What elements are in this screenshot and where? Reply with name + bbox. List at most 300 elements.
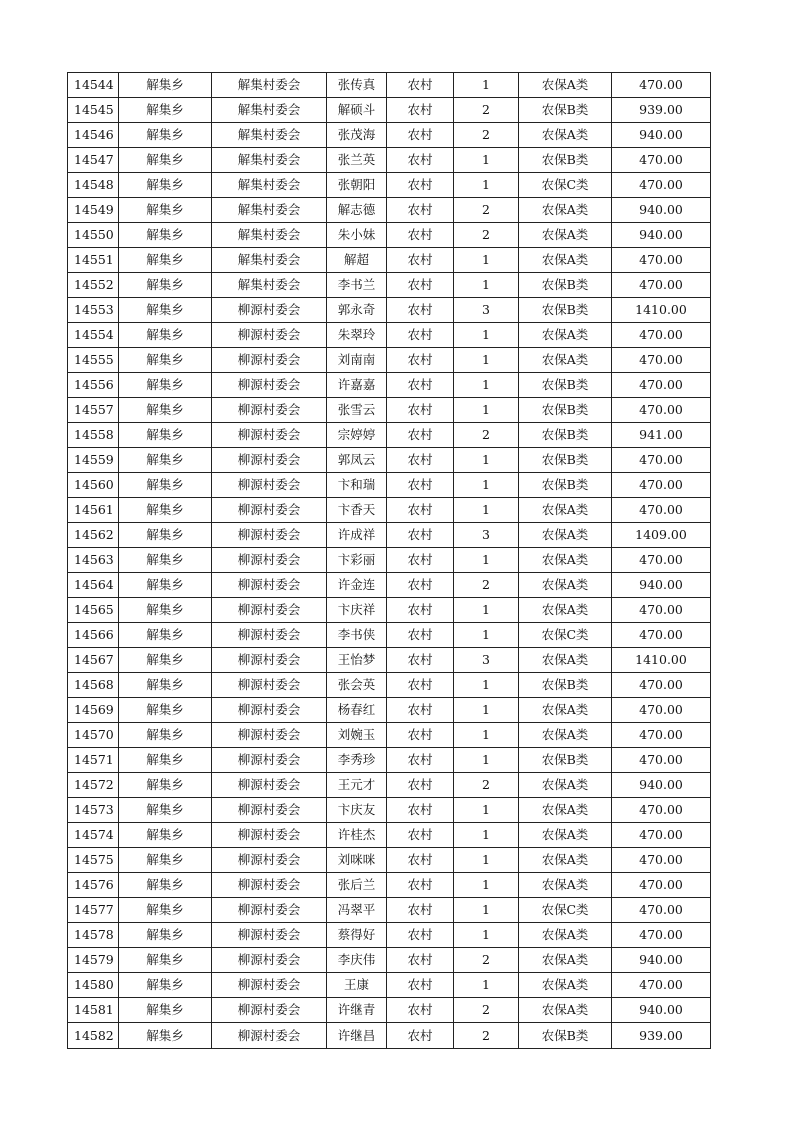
insurance-category-cell: 农保A类 xyxy=(519,198,612,223)
name-cell: 许嘉嘉 xyxy=(327,373,387,398)
household-count-cell: 1 xyxy=(454,273,519,298)
insurance-category-cell: 农保A类 xyxy=(519,73,612,98)
insurance-category-cell: 农保A类 xyxy=(519,773,612,798)
village-committee-cell: 柳源村委会 xyxy=(212,473,327,498)
area-type-cell: 农村 xyxy=(387,673,454,698)
household-count-cell: 2 xyxy=(454,948,519,973)
village-committee-cell: 解集村委会 xyxy=(212,273,327,298)
area-type-cell: 农村 xyxy=(387,773,454,798)
table-row xyxy=(68,98,711,123)
township-cell: 解集乡 xyxy=(119,998,212,1023)
area-type-cell: 农村 xyxy=(387,648,454,673)
village-committee-cell: 柳源村委会 xyxy=(212,998,327,1023)
record-id-cell: 14544 xyxy=(68,73,119,98)
insurance-category-cell: 农保A类 xyxy=(519,323,612,348)
amount-cell: 940.00 xyxy=(612,773,711,798)
amount-cell: 470.00 xyxy=(612,848,711,873)
area-type-cell: 农村 xyxy=(387,548,454,573)
name-cell: 卞彩丽 xyxy=(327,548,387,573)
household-count-cell: 1 xyxy=(454,848,519,873)
insurance-category-cell: 农保A类 xyxy=(519,723,612,748)
township-cell: 解集乡 xyxy=(119,273,212,298)
amount-cell: 470.00 xyxy=(612,623,711,648)
amount-cell: 470.00 xyxy=(612,248,711,273)
township-cell: 解集乡 xyxy=(119,623,212,648)
township-cell: 解集乡 xyxy=(119,248,212,273)
record-id-cell: 14572 xyxy=(68,773,119,798)
insurance-category-cell: 农保A类 xyxy=(519,348,612,373)
village-committee-cell: 柳源村委会 xyxy=(212,673,327,698)
insurance-category-cell: 农保B类 xyxy=(519,273,612,298)
name-cell: 郭永奇 xyxy=(327,298,387,323)
name-cell: 许继昌 xyxy=(327,1023,387,1049)
amount-cell: 941.00 xyxy=(612,423,711,448)
table-row xyxy=(68,948,711,973)
township-cell: 解集乡 xyxy=(119,723,212,748)
name-cell: 朱小妹 xyxy=(327,223,387,248)
household-count-cell: 2 xyxy=(454,573,519,598)
name-cell: 卞庆祥 xyxy=(327,598,387,623)
household-count-cell: 1 xyxy=(454,498,519,523)
record-id-cell: 14560 xyxy=(68,473,119,498)
record-id-cell: 14574 xyxy=(68,823,119,848)
table-row xyxy=(68,1023,711,1049)
area-type-cell: 农村 xyxy=(387,923,454,948)
household-count-cell: 1 xyxy=(454,748,519,773)
name-cell: 刘咪咪 xyxy=(327,848,387,873)
record-id-cell: 14570 xyxy=(68,723,119,748)
insurance-category-cell: 农保A类 xyxy=(519,848,612,873)
insurance-category-cell: 农保A类 xyxy=(519,573,612,598)
household-count-cell: 1 xyxy=(454,623,519,648)
area-type-cell: 农村 xyxy=(387,448,454,473)
record-id-cell: 14582 xyxy=(68,1023,119,1049)
table-row xyxy=(68,448,711,473)
village-committee-cell: 柳源村委会 xyxy=(212,823,327,848)
township-cell: 解集乡 xyxy=(119,298,212,323)
insurance-category-cell: 农保A类 xyxy=(519,823,612,848)
household-count-cell: 3 xyxy=(454,298,519,323)
record-id-cell: 14556 xyxy=(68,373,119,398)
amount-cell: 470.00 xyxy=(612,548,711,573)
household-count-cell: 2 xyxy=(454,773,519,798)
amount-cell: 939.00 xyxy=(612,98,711,123)
area-type-cell: 农村 xyxy=(387,898,454,923)
name-cell: 李书侠 xyxy=(327,623,387,648)
area-type-cell: 农村 xyxy=(387,198,454,223)
amount-cell: 470.00 xyxy=(612,973,711,998)
household-count-cell: 1 xyxy=(454,548,519,573)
township-cell: 解集乡 xyxy=(119,398,212,423)
insurance-category-cell: 农保C类 xyxy=(519,623,612,648)
township-cell: 解集乡 xyxy=(119,648,212,673)
township-cell: 解集乡 xyxy=(119,1023,212,1049)
name-cell: 解志德 xyxy=(327,198,387,223)
insurance-category-cell: 农保A类 xyxy=(519,523,612,548)
name-cell: 张朝阳 xyxy=(327,173,387,198)
record-id-cell: 14548 xyxy=(68,173,119,198)
village-committee-cell: 柳源村委会 xyxy=(212,873,327,898)
table-row xyxy=(68,848,711,873)
area-type-cell: 农村 xyxy=(387,723,454,748)
insurance-category-cell: 农保A类 xyxy=(519,998,612,1023)
amount-cell: 470.00 xyxy=(612,173,711,198)
record-id-cell: 14578 xyxy=(68,923,119,948)
village-committee-cell: 柳源村委会 xyxy=(212,898,327,923)
township-cell: 解集乡 xyxy=(119,523,212,548)
record-id-cell: 14562 xyxy=(68,523,119,548)
insurance-category-cell: 农保A类 xyxy=(519,498,612,523)
area-type-cell: 农村 xyxy=(387,523,454,548)
name-cell: 蔡得好 xyxy=(327,923,387,948)
name-cell: 朱翠玲 xyxy=(327,323,387,348)
township-cell: 解集乡 xyxy=(119,573,212,598)
household-count-cell: 1 xyxy=(454,723,519,748)
township-cell: 解集乡 xyxy=(119,98,212,123)
township-cell: 解集乡 xyxy=(119,148,212,173)
table-row xyxy=(68,473,711,498)
table-row xyxy=(68,898,711,923)
table-row xyxy=(68,598,711,623)
amount-cell: 470.00 xyxy=(612,723,711,748)
household-count-cell: 1 xyxy=(454,448,519,473)
insurance-category-cell: 农保A类 xyxy=(519,698,612,723)
village-committee-cell: 柳源村委会 xyxy=(212,948,327,973)
amount-cell: 470.00 xyxy=(612,673,711,698)
area-type-cell: 农村 xyxy=(387,873,454,898)
insurance-category-cell: 农保A类 xyxy=(519,123,612,148)
village-committee-cell: 柳源村委会 xyxy=(212,923,327,948)
amount-cell: 1409.00 xyxy=(612,523,711,548)
area-type-cell: 农村 xyxy=(387,173,454,198)
table-row xyxy=(68,73,711,98)
name-cell: 王怡梦 xyxy=(327,648,387,673)
township-cell: 解集乡 xyxy=(119,973,212,998)
area-type-cell: 农村 xyxy=(387,1023,454,1049)
township-cell: 解集乡 xyxy=(119,73,212,98)
name-cell: 卞和瑞 xyxy=(327,473,387,498)
area-type-cell: 农村 xyxy=(387,98,454,123)
area-type-cell: 农村 xyxy=(387,273,454,298)
village-committee-cell: 柳源村委会 xyxy=(212,848,327,873)
name-cell: 许桂杰 xyxy=(327,823,387,848)
amount-cell: 1410.00 xyxy=(612,298,711,323)
name-cell: 解超 xyxy=(327,248,387,273)
amount-cell: 470.00 xyxy=(612,473,711,498)
record-id-cell: 14555 xyxy=(68,348,119,373)
village-committee-cell: 解集村委会 xyxy=(212,248,327,273)
household-count-cell: 1 xyxy=(454,598,519,623)
household-count-cell: 1 xyxy=(454,898,519,923)
table-row xyxy=(68,823,711,848)
name-cell: 杨春红 xyxy=(327,698,387,723)
household-count-cell: 1 xyxy=(454,473,519,498)
amount-cell: 470.00 xyxy=(612,873,711,898)
table-row xyxy=(68,373,711,398)
record-id-cell: 14581 xyxy=(68,998,119,1023)
name-cell: 宗婷婷 xyxy=(327,423,387,448)
village-committee-cell: 柳源村委会 xyxy=(212,598,327,623)
table-row xyxy=(68,773,711,798)
township-cell: 解集乡 xyxy=(119,748,212,773)
area-type-cell: 农村 xyxy=(387,998,454,1023)
household-count-cell: 1 xyxy=(454,798,519,823)
village-committee-cell: 柳源村委会 xyxy=(212,448,327,473)
table-row xyxy=(68,123,711,148)
table-row xyxy=(68,698,711,723)
amount-cell: 940.00 xyxy=(612,198,711,223)
village-committee-cell: 解集村委会 xyxy=(212,173,327,198)
record-id-cell: 14553 xyxy=(68,298,119,323)
household-count-cell: 1 xyxy=(454,248,519,273)
village-committee-cell: 柳源村委会 xyxy=(212,773,327,798)
area-type-cell: 农村 xyxy=(387,823,454,848)
record-id-cell: 14575 xyxy=(68,848,119,873)
amount-cell: 470.00 xyxy=(612,898,711,923)
insurance-category-cell: 农保A类 xyxy=(519,948,612,973)
village-committee-cell: 解集村委会 xyxy=(212,123,327,148)
township-cell: 解集乡 xyxy=(119,323,212,348)
area-type-cell: 农村 xyxy=(387,298,454,323)
record-id-cell: 14550 xyxy=(68,223,119,248)
insurance-category-cell: 农保A类 xyxy=(519,923,612,948)
township-cell: 解集乡 xyxy=(119,548,212,573)
village-committee-cell: 解集村委会 xyxy=(212,223,327,248)
amount-cell: 940.00 xyxy=(612,948,711,973)
name-cell: 李秀珍 xyxy=(327,748,387,773)
insurance-category-cell: 农保A类 xyxy=(519,598,612,623)
household-count-cell: 1 xyxy=(454,923,519,948)
record-id-cell: 14579 xyxy=(68,948,119,973)
household-count-cell: 1 xyxy=(454,348,519,373)
table-row xyxy=(68,248,711,273)
area-type-cell: 农村 xyxy=(387,148,454,173)
amount-cell: 470.00 xyxy=(612,73,711,98)
village-committee-cell: 柳源村委会 xyxy=(212,623,327,648)
township-cell: 解集乡 xyxy=(119,348,212,373)
township-cell: 解集乡 xyxy=(119,823,212,848)
township-cell: 解集乡 xyxy=(119,423,212,448)
amount-cell: 470.00 xyxy=(612,373,711,398)
village-committee-cell: 解集村委会 xyxy=(212,98,327,123)
amount-cell: 470.00 xyxy=(612,148,711,173)
amount-cell: 1410.00 xyxy=(612,648,711,673)
record-id-cell: 14549 xyxy=(68,198,119,223)
household-count-cell: 1 xyxy=(454,373,519,398)
table-body xyxy=(68,73,711,1049)
village-committee-cell: 柳源村委会 xyxy=(212,573,327,598)
township-cell: 解集乡 xyxy=(119,898,212,923)
household-count-cell: 2 xyxy=(454,198,519,223)
area-type-cell: 农村 xyxy=(387,248,454,273)
table-row xyxy=(68,973,711,998)
amount-cell: 470.00 xyxy=(612,798,711,823)
table-row xyxy=(68,423,711,448)
table-row xyxy=(68,873,711,898)
township-cell: 解集乡 xyxy=(119,698,212,723)
area-type-cell: 农村 xyxy=(387,123,454,148)
amount-cell: 940.00 xyxy=(612,998,711,1023)
record-id-cell: 14573 xyxy=(68,798,119,823)
table-row xyxy=(68,223,711,248)
household-count-cell: 1 xyxy=(454,323,519,348)
area-type-cell: 农村 xyxy=(387,698,454,723)
insurance-category-cell: 农保B类 xyxy=(519,398,612,423)
household-count-cell: 3 xyxy=(454,523,519,548)
area-type-cell: 农村 xyxy=(387,798,454,823)
record-id-cell: 14546 xyxy=(68,123,119,148)
amount-cell: 940.00 xyxy=(612,223,711,248)
village-committee-cell: 柳源村委会 xyxy=(212,373,327,398)
village-committee-cell: 柳源村委会 xyxy=(212,498,327,523)
household-count-cell: 2 xyxy=(454,1023,519,1049)
village-committee-cell: 柳源村委会 xyxy=(212,298,327,323)
township-cell: 解集乡 xyxy=(119,473,212,498)
record-id-cell: 14576 xyxy=(68,873,119,898)
name-cell: 解硕斗 xyxy=(327,98,387,123)
village-committee-cell: 柳源村委会 xyxy=(212,1023,327,1049)
village-committee-cell: 柳源村委会 xyxy=(212,648,327,673)
household-count-cell: 3 xyxy=(454,648,519,673)
record-id-cell: 14561 xyxy=(68,498,119,523)
area-type-cell: 农村 xyxy=(387,973,454,998)
name-cell: 刘婉玉 xyxy=(327,723,387,748)
name-cell: 李庆伟 xyxy=(327,948,387,973)
record-id-cell: 14558 xyxy=(68,423,119,448)
record-id-cell: 14552 xyxy=(68,273,119,298)
household-count-cell: 1 xyxy=(454,73,519,98)
area-type-cell: 农村 xyxy=(387,423,454,448)
amount-cell: 470.00 xyxy=(612,923,711,948)
township-cell: 解集乡 xyxy=(119,598,212,623)
table-row xyxy=(68,148,711,173)
township-cell: 解集乡 xyxy=(119,223,212,248)
name-cell: 卞庆友 xyxy=(327,798,387,823)
record-id-cell: 14569 xyxy=(68,698,119,723)
township-cell: 解集乡 xyxy=(119,948,212,973)
area-type-cell: 农村 xyxy=(387,848,454,873)
table-row xyxy=(68,748,711,773)
name-cell: 张雪云 xyxy=(327,398,387,423)
table-row xyxy=(68,398,711,423)
name-cell: 张传真 xyxy=(327,73,387,98)
township-cell: 解集乡 xyxy=(119,798,212,823)
area-type-cell: 农村 xyxy=(387,323,454,348)
household-count-cell: 1 xyxy=(454,173,519,198)
insurance-category-cell: 农保B类 xyxy=(519,98,612,123)
table-row xyxy=(68,273,711,298)
name-cell: 许成祥 xyxy=(327,523,387,548)
table-row xyxy=(68,323,711,348)
insurance-category-cell: 农保B类 xyxy=(519,298,612,323)
name-cell: 许金连 xyxy=(327,573,387,598)
table-row xyxy=(68,923,711,948)
beneficiary-table xyxy=(67,72,711,1049)
township-cell: 解集乡 xyxy=(119,673,212,698)
table-row xyxy=(68,998,711,1023)
village-committee-cell: 柳源村委会 xyxy=(212,798,327,823)
village-committee-cell: 柳源村委会 xyxy=(212,398,327,423)
record-id-cell: 14566 xyxy=(68,623,119,648)
household-count-cell: 2 xyxy=(454,998,519,1023)
area-type-cell: 农村 xyxy=(387,223,454,248)
name-cell: 郭凤云 xyxy=(327,448,387,473)
amount-cell: 470.00 xyxy=(612,348,711,373)
household-count-cell: 1 xyxy=(454,148,519,173)
record-id-cell: 14567 xyxy=(68,648,119,673)
township-cell: 解集乡 xyxy=(119,173,212,198)
township-cell: 解集乡 xyxy=(119,773,212,798)
village-committee-cell: 柳源村委会 xyxy=(212,348,327,373)
amount-cell: 939.00 xyxy=(612,1023,711,1049)
table-row xyxy=(68,648,711,673)
area-type-cell: 农村 xyxy=(387,948,454,973)
insurance-category-cell: 农保A类 xyxy=(519,973,612,998)
name-cell: 刘南南 xyxy=(327,348,387,373)
area-type-cell: 农村 xyxy=(387,573,454,598)
household-count-cell: 1 xyxy=(454,823,519,848)
amount-cell: 940.00 xyxy=(612,123,711,148)
table-row xyxy=(68,498,711,523)
record-id-cell: 14565 xyxy=(68,598,119,623)
insurance-category-cell: 农保B类 xyxy=(519,673,612,698)
village-committee-cell: 柳源村委会 xyxy=(212,423,327,448)
insurance-category-cell: 农保A类 xyxy=(519,873,612,898)
amount-cell: 470.00 xyxy=(612,498,711,523)
record-id-cell: 14564 xyxy=(68,573,119,598)
amount-cell: 470.00 xyxy=(612,598,711,623)
insurance-category-cell: 农保A类 xyxy=(519,648,612,673)
table-row xyxy=(68,348,711,373)
amount-cell: 940.00 xyxy=(612,573,711,598)
village-committee-cell: 柳源村委会 xyxy=(212,723,327,748)
table-row xyxy=(68,798,711,823)
household-count-cell: 2 xyxy=(454,123,519,148)
insurance-category-cell: 农保A类 xyxy=(519,248,612,273)
name-cell: 卞香天 xyxy=(327,498,387,523)
insurance-category-cell: 农保A类 xyxy=(519,223,612,248)
table-row xyxy=(68,298,711,323)
area-type-cell: 农村 xyxy=(387,473,454,498)
area-type-cell: 农村 xyxy=(387,748,454,773)
household-count-cell: 2 xyxy=(454,223,519,248)
insurance-category-cell: 农保A类 xyxy=(519,548,612,573)
record-id-cell: 14571 xyxy=(68,748,119,773)
household-count-cell: 1 xyxy=(454,873,519,898)
insurance-category-cell: 农保B类 xyxy=(519,373,612,398)
name-cell: 张后兰 xyxy=(327,873,387,898)
table-row xyxy=(68,173,711,198)
amount-cell: 470.00 xyxy=(612,398,711,423)
township-cell: 解集乡 xyxy=(119,923,212,948)
insurance-category-cell: 农保C类 xyxy=(519,173,612,198)
amount-cell: 470.00 xyxy=(612,748,711,773)
village-committee-cell: 柳源村委会 xyxy=(212,323,327,348)
record-id-cell: 14554 xyxy=(68,323,119,348)
village-committee-cell: 柳源村委会 xyxy=(212,523,327,548)
table-row xyxy=(68,723,711,748)
village-committee-cell: 解集村委会 xyxy=(212,73,327,98)
record-id-cell: 14577 xyxy=(68,898,119,923)
insurance-category-cell: 农保A类 xyxy=(519,798,612,823)
insurance-category-cell: 农保B类 xyxy=(519,148,612,173)
name-cell: 张会英 xyxy=(327,673,387,698)
name-cell: 王元才 xyxy=(327,773,387,798)
village-committee-cell: 柳源村委会 xyxy=(212,973,327,998)
area-type-cell: 农村 xyxy=(387,398,454,423)
record-id-cell: 14547 xyxy=(68,148,119,173)
township-cell: 解集乡 xyxy=(119,448,212,473)
